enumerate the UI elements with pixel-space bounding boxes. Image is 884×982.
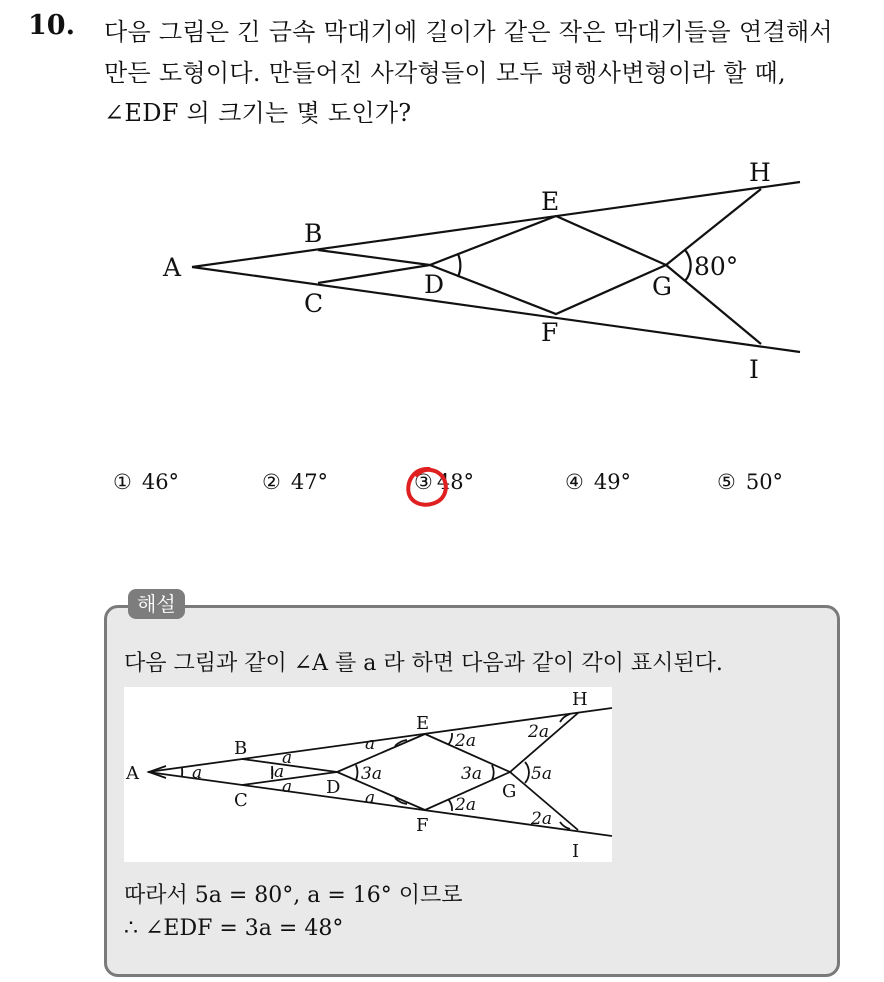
choice-2-value: 47° xyxy=(290,470,329,494)
arrow-a xyxy=(149,766,166,778)
angle-3a-at-G: 3a xyxy=(461,764,482,784)
angle-a-at-D-upper: a xyxy=(274,762,285,782)
angle-label-80: 80° xyxy=(694,252,739,281)
solution-figure xyxy=(124,687,612,862)
solution-intro: 다음 그림과 같이 ∠A 를 a 라 하면 다음과 같이 각이 표시된다. xyxy=(124,651,723,676)
angle-a-at-B: a xyxy=(282,748,293,768)
selected-answer-circle xyxy=(403,464,451,510)
angle-2a-at-I: 2a xyxy=(531,809,552,829)
label-A: A xyxy=(163,253,182,282)
angle-a-at-E-left: a xyxy=(365,734,376,754)
question-figure xyxy=(140,140,820,390)
label-G: G xyxy=(502,781,517,802)
choice-4-value: 49° xyxy=(593,470,632,494)
parallelogram-defg xyxy=(430,216,666,314)
choice-5-mark: ⑤ xyxy=(717,470,736,494)
choice-4[interactable] xyxy=(565,470,631,494)
choice-4-mark: ④ xyxy=(565,470,584,494)
angle-a-at-F-left: a xyxy=(365,788,376,808)
label-A: A xyxy=(126,763,139,784)
choice-3-mark: ③ xyxy=(414,470,433,494)
angle-a-at-A: a xyxy=(192,763,203,783)
label-C: C xyxy=(304,289,324,318)
label-F: F xyxy=(416,815,429,836)
angle-3a-at-D: 3a xyxy=(361,764,382,784)
label-E: E xyxy=(416,713,430,734)
choice-5-value: 50° xyxy=(745,470,784,494)
solution-line-2: ∴ ∠EDF = 3a = 48° xyxy=(124,916,344,941)
label-H: H xyxy=(749,158,771,187)
question-line-3: ∠EDF 의 크기는 몇 도인가? xyxy=(104,99,412,127)
choice-2-mark: ② xyxy=(262,470,281,494)
choice-1-value: 46° xyxy=(141,470,180,494)
label-I: I xyxy=(572,841,580,862)
angle-a-at-C: a xyxy=(282,777,293,797)
question-line-2: 만든 도형이다. 만들어진 사각형들이 모두 평행사변형이라 할 때, xyxy=(104,59,786,87)
angle-arc-d xyxy=(458,254,460,277)
choice-1[interactable] xyxy=(113,470,179,494)
label-H: H xyxy=(572,689,588,710)
angle-2a-at-F: 2a xyxy=(455,795,476,815)
label-C: C xyxy=(234,790,248,811)
solution-tag: 해설 xyxy=(128,589,185,619)
angle-5a-at-G: 5a xyxy=(531,764,552,784)
solution-line-1: 따라서 5a = 80°, a = 16° 이므로 xyxy=(124,883,463,908)
angle-2a-at-H: 2a xyxy=(528,722,549,742)
angle-arc-g xyxy=(685,250,691,281)
label-I: I xyxy=(749,355,759,384)
question-line-1: 다음 그림은 긴 금속 막대기에 길이가 같은 작은 막대기들을 연결해서 xyxy=(104,18,833,46)
solution-figure-panel xyxy=(124,687,612,862)
label-D: D xyxy=(326,777,341,798)
choice-5[interactable] xyxy=(717,470,783,494)
label-B: B xyxy=(234,738,248,759)
small-rods-bd-cd xyxy=(318,250,430,283)
label-F: F xyxy=(541,318,559,347)
choice-2[interactable] xyxy=(262,470,328,494)
angle-2a-at-E: 2a xyxy=(455,731,476,751)
label-B: B xyxy=(304,219,323,248)
choice-1-mark: ① xyxy=(113,470,132,494)
label-E: E xyxy=(541,187,560,216)
choice-3-value: 48° xyxy=(436,470,475,494)
question-number: 10. xyxy=(28,10,75,41)
label-D: D xyxy=(424,270,445,299)
label-G: G xyxy=(652,272,672,301)
